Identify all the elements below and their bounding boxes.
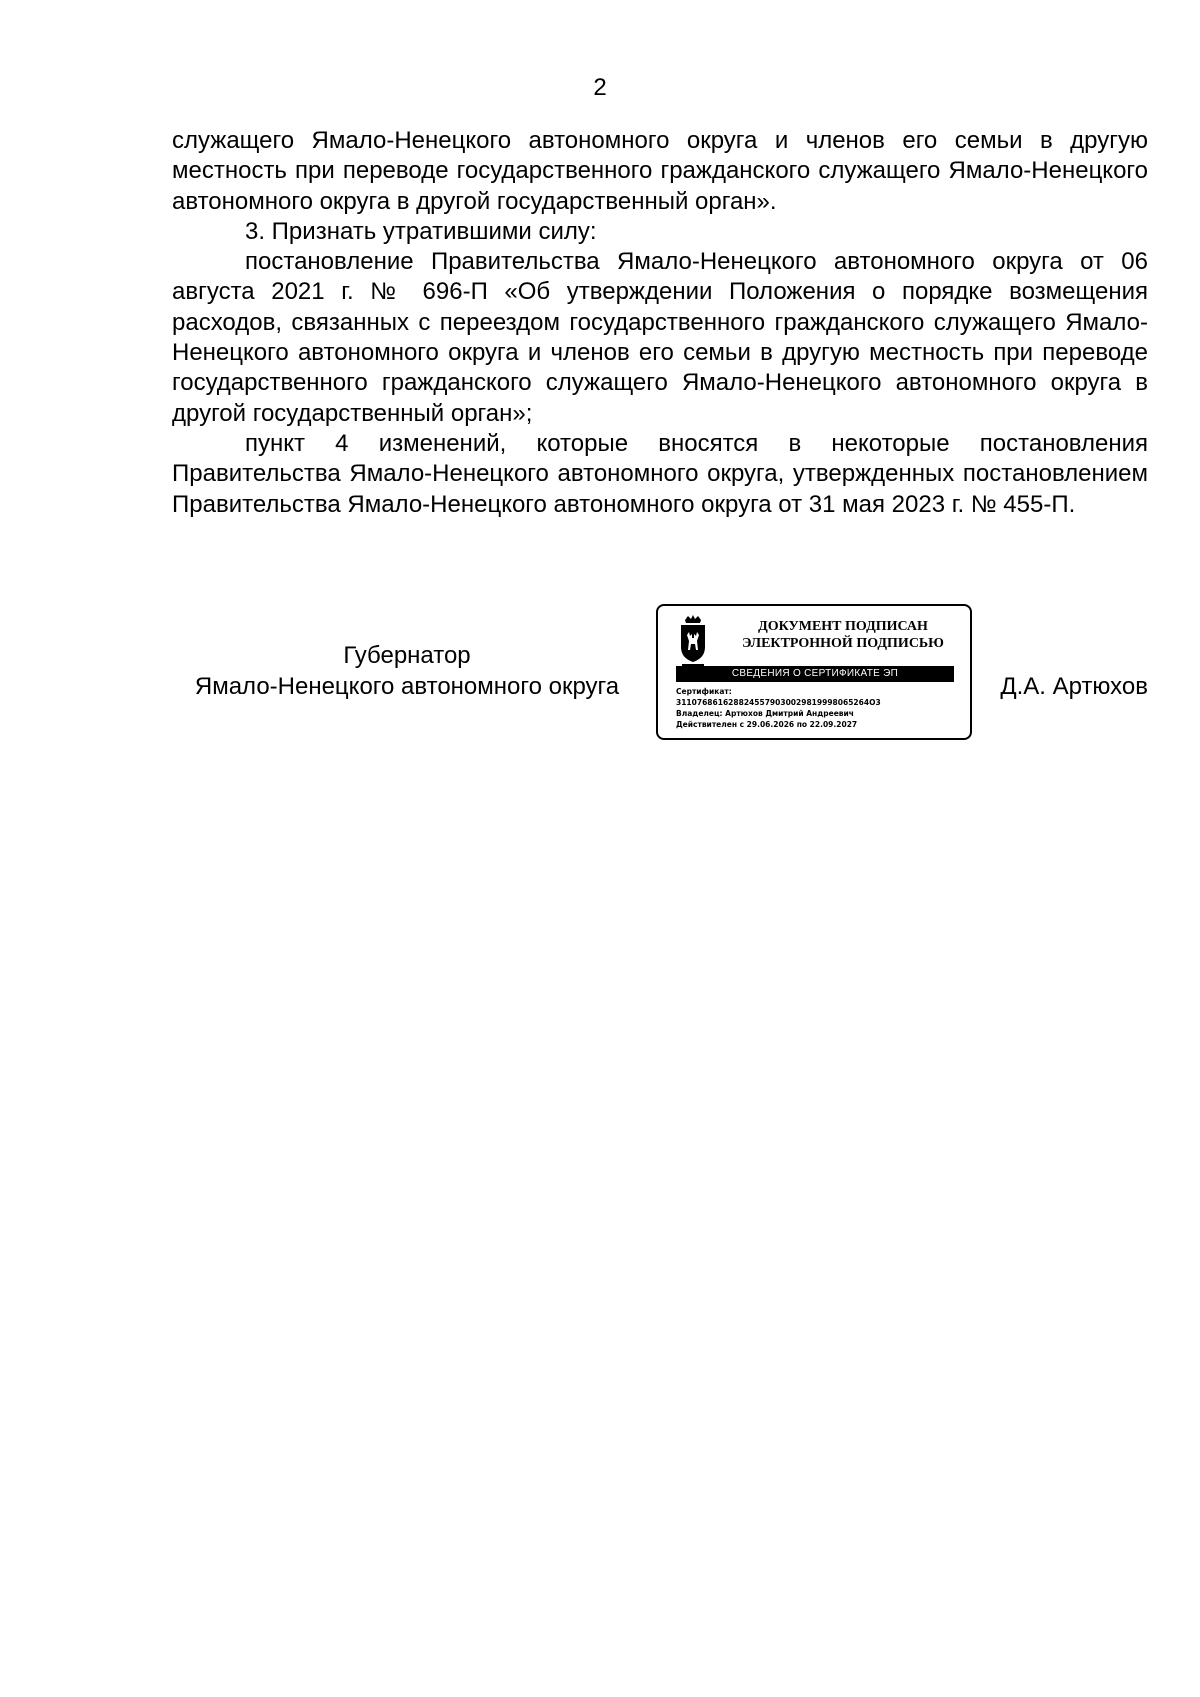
- body-paragraph-point-4: пункт 4 изменений, которые вносятся в некоторые постановления Правительства Ямало-Ненецкого автономного округа, утвержденных постановлением Правительства Ямало-Ненецкого автономного округа от 31 мая 2023 г. № 455-П.: [172, 429, 1148, 518]
- stamp-title-line-2: ЭЛЕКТРОННОЙ ПОДПИСЬЮ: [742, 636, 944, 651]
- certificate-info-bar: СВЕДЕНИЯ О СЕРТИФИКАТЕ ЭП: [676, 666, 954, 682]
- certificate-label: Сертификат:: [676, 687, 732, 696]
- certificate-details: [676, 686, 964, 730]
- signer-name: Д.А. Артюхов: [1000, 673, 1148, 700]
- electronic-signature-stamp: [656, 604, 972, 740]
- body-paragraph-continuation: служащего Ямало-Ненецкого автономного округа и членов его семьи в другую местность при переводе государственного гражданского служащего Ямало-Ненецкого автономного округа в другой государственный орган».: [172, 127, 1148, 215]
- body-paragraph-resolution-696: постановление Правительства Ямало-Ненецкого автономного округа от 06 августа 2021 г. № 696-П «Об утверждении Положения о порядке возмещения расходов, связанных с переездом государственного гражданского служащего Ямало-Ненецкого автономного округа и членов его семьи в другую местность при переводе государственного гражданского служащего Ямало-Ненецкого автономного округа в другой государственный орган»;: [172, 248, 1148, 427]
- signer-position-line-1: Губернатор: [343, 642, 471, 669]
- certificate-owner: Владелец: Артюхов Дмитрий Андреевич: [676, 709, 854, 718]
- certificate-number: 3110768616288245579030029819998065264O3: [676, 698, 881, 707]
- certificate-validity: Действителен с 29.06.2026 по 22.09.2027: [676, 720, 858, 729]
- signer-position-line-2: Ямало-Ненецкого автономного округа: [194, 673, 620, 700]
- page-number: 2: [593, 74, 607, 101]
- stamp-title-line-1: ДОКУМЕНТ ПОДПИСАН: [758, 619, 928, 634]
- yamal-coat-of-arms-icon: [674, 614, 712, 668]
- document-body: [172, 126, 1148, 520]
- signer-position: [172, 640, 642, 702]
- body-paragraph-item-3: 3. Признать утратившими силу:: [245, 217, 597, 245]
- signature-block: [172, 604, 1148, 744]
- stamp-title: [718, 618, 968, 652]
